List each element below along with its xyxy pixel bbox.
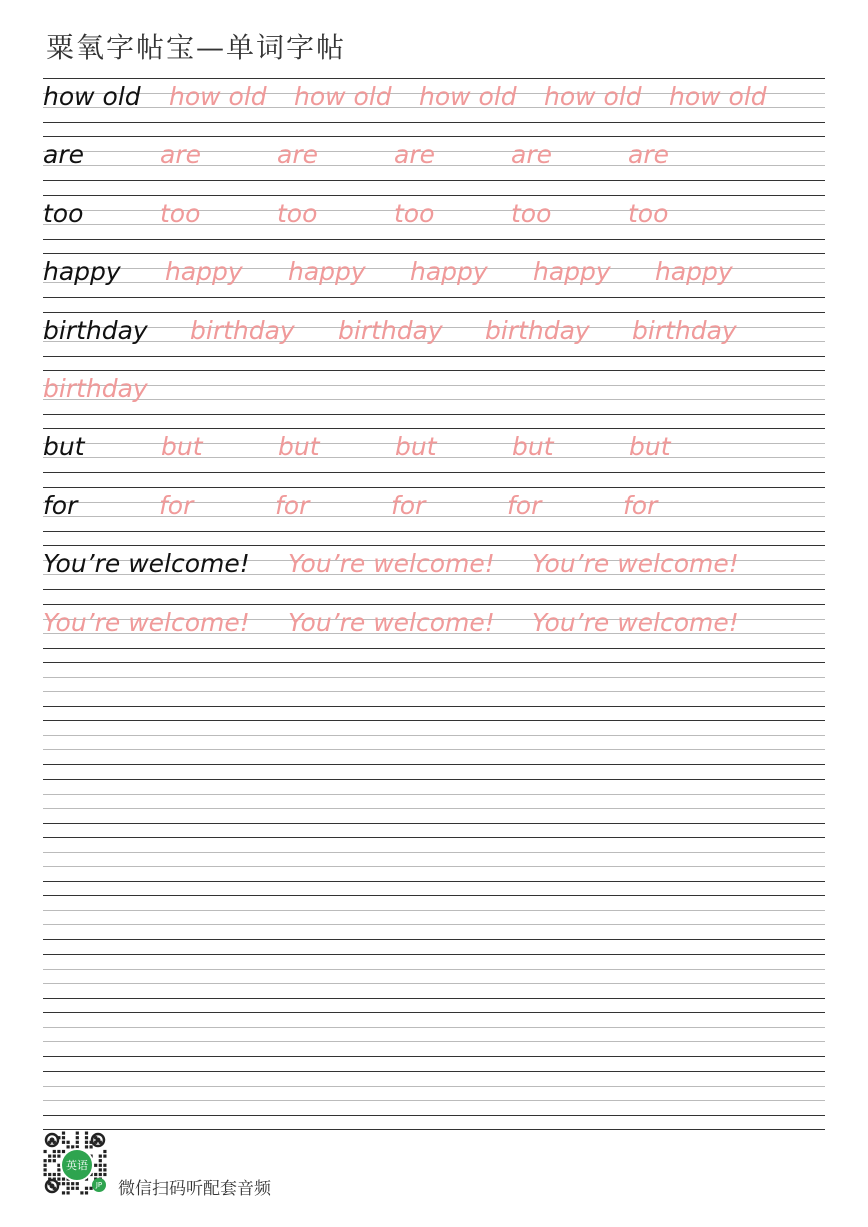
rule-line <box>43 794 825 795</box>
trace-word: but <box>278 432 320 462</box>
trace-word: for <box>623 490 658 520</box>
trace-word: birthday <box>43 373 148 403</box>
rule-line <box>43 1129 825 1130</box>
rule-line <box>43 983 825 984</box>
footer-text: 微信扫码听配套音频 <box>118 1179 271 1199</box>
rule-line <box>43 720 825 721</box>
rule-line <box>43 895 825 896</box>
rule-line <box>43 195 825 196</box>
rule-line <box>43 969 825 970</box>
rule-line <box>43 472 825 473</box>
trace-word: for <box>275 490 310 520</box>
model-word: You’re welcome! <box>43 549 250 579</box>
rule-line <box>43 1086 825 1087</box>
rule-line <box>43 180 825 181</box>
rule-line <box>43 662 825 663</box>
trace-word: are <box>628 140 669 170</box>
rule-line <box>43 881 825 882</box>
writing-band <box>43 312 825 370</box>
trace-word: too <box>628 198 669 228</box>
trace-word: but <box>629 432 671 462</box>
trace-word: You’re welcome! <box>43 607 250 637</box>
trace-word: You’re welcome! <box>532 607 739 637</box>
rule-line <box>43 954 825 955</box>
rule-line <box>43 852 825 853</box>
rule-line <box>43 312 825 313</box>
trace-word: happy <box>288 257 366 287</box>
writing-band <box>43 662 825 720</box>
model-word: are <box>43 140 84 170</box>
rule-line <box>43 487 825 488</box>
rule-line <box>43 939 825 940</box>
trace-word: for <box>507 490 542 520</box>
rule-line <box>43 823 825 824</box>
rule-line <box>43 370 825 371</box>
trace-word: for <box>391 490 426 520</box>
rule-line <box>43 136 825 137</box>
trace-word: happy <box>410 257 488 287</box>
writing-band <box>43 1071 825 1129</box>
rule-line <box>43 545 825 546</box>
trace-word: happy <box>533 257 611 287</box>
rule-line <box>43 1027 825 1028</box>
rule-line <box>43 1041 825 1042</box>
writing-sheet <box>43 78 825 1130</box>
rule-line <box>43 297 825 298</box>
writing-band <box>43 78 825 136</box>
trace-word: but <box>161 432 203 462</box>
writing-band <box>43 604 825 662</box>
rule-line <box>43 764 825 765</box>
rule-line <box>43 253 825 254</box>
rule-line <box>43 1071 825 1072</box>
rule-line <box>43 1012 825 1013</box>
rule-line <box>43 385 825 386</box>
trace-word: You’re welcome! <box>288 607 495 637</box>
trace-word: too <box>511 198 552 228</box>
trace-word: birthday <box>632 315 737 345</box>
writing-band <box>43 895 825 953</box>
rule-line <box>43 1100 825 1101</box>
trace-word: birthday <box>338 315 443 345</box>
qr-center-logo: 英语 <box>60 1148 94 1182</box>
writing-band <box>43 837 825 895</box>
trace-word: are <box>160 140 201 170</box>
trace-word: but <box>512 432 554 462</box>
rule-line <box>43 239 825 240</box>
model-word: birthday <box>43 315 148 345</box>
rule-line <box>43 428 825 429</box>
trace-word: how old <box>294 82 392 111</box>
trace-word: too <box>160 198 201 228</box>
rule-line <box>43 924 825 925</box>
page-title: 粟氧字帖宝—单词字帖 <box>46 31 347 64</box>
rule-line <box>43 531 825 532</box>
rule-line <box>43 604 825 605</box>
writing-band <box>43 779 825 837</box>
writing-band <box>43 370 825 428</box>
writing-band <box>43 487 825 545</box>
rule-line <box>43 749 825 750</box>
writing-band <box>43 136 825 194</box>
trace-word: birthday <box>485 315 590 345</box>
trace-word: You’re welcome! <box>532 549 739 579</box>
trace-word: are <box>277 140 318 170</box>
model-word: for <box>43 490 78 520</box>
trace-word: You’re welcome! <box>288 549 495 579</box>
writing-band <box>43 1012 825 1070</box>
model-word: how old <box>43 82 141 111</box>
trace-word: how old <box>169 82 267 111</box>
rule-line <box>43 589 825 590</box>
trace-word: are <box>394 140 435 170</box>
trace-word: but <box>395 432 437 462</box>
rule-line <box>43 808 825 809</box>
rule-line <box>43 910 825 911</box>
rule-line <box>43 356 825 357</box>
trace-word: happy <box>655 257 733 287</box>
rule-line <box>43 414 825 415</box>
rule-line <box>43 837 825 838</box>
trace-word: for <box>159 490 194 520</box>
rule-line <box>43 706 825 707</box>
trace-word: too <box>277 198 318 228</box>
rule-line <box>43 122 825 123</box>
qr-code-icon <box>40 1128 110 1198</box>
rule-line <box>43 866 825 867</box>
model-word: too <box>43 198 84 228</box>
rule-line <box>43 399 825 400</box>
rule-line <box>43 1115 825 1116</box>
writing-band <box>43 545 825 603</box>
writing-band <box>43 195 825 253</box>
trace-word: how old <box>419 82 517 111</box>
rule-line <box>43 735 825 736</box>
writing-band <box>43 428 825 486</box>
trace-word: birthday <box>190 315 295 345</box>
rule-line <box>43 648 825 649</box>
trace-word: are <box>511 140 552 170</box>
rule-line <box>43 779 825 780</box>
rule-line <box>43 677 825 678</box>
rule-line <box>43 998 825 999</box>
trace-word: too <box>394 198 435 228</box>
qr-badge: JP <box>92 1178 106 1192</box>
model-word: happy <box>43 257 121 287</box>
model-word: but <box>43 432 85 462</box>
rule-line <box>43 691 825 692</box>
trace-word: how old <box>669 82 767 111</box>
trace-word: happy <box>165 257 243 287</box>
writing-band <box>43 253 825 311</box>
writing-band <box>43 954 825 1012</box>
trace-word: how old <box>544 82 642 111</box>
rule-line <box>43 1056 825 1057</box>
writing-band <box>43 720 825 778</box>
rule-line <box>43 78 825 79</box>
